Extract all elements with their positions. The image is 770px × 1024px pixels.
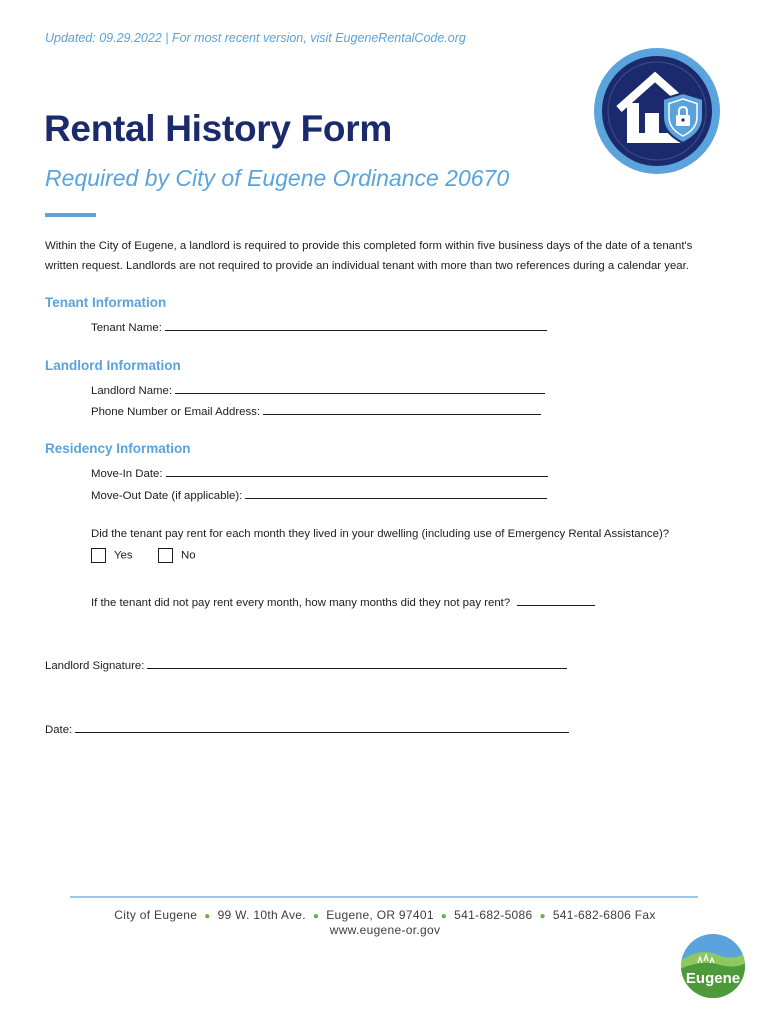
section-heading-landlord: Landlord Information (45, 358, 181, 373)
page-subtitle: Required by City of Eugene Ordinance 20670 (45, 165, 510, 191)
accent-divider (45, 213, 96, 217)
yes-option[interactable] (91, 548, 133, 563)
page-title: Rental History Form (44, 108, 392, 149)
footer-bullet: ● (204, 911, 211, 922)
footer-bullet: ● (440, 911, 448, 922)
landlord-signature-field[interactable] (45, 656, 567, 672)
landlord-name-line[interactable] (175, 381, 545, 394)
no-label: No (181, 549, 196, 562)
footer-website[interactable]: www.eugene-or.gov (329, 923, 441, 937)
move-out-label: Move-Out Date (if applicable): (91, 490, 243, 502)
contact-line[interactable] (263, 402, 541, 415)
move-in-line[interactable] (166, 464, 548, 477)
landlord-name-field[interactable] (91, 381, 545, 397)
footer-org: City of Eugene (114, 908, 198, 922)
tenant-name-field[interactable] (91, 318, 547, 334)
footer-bullet: ● (312, 911, 320, 922)
move-out-field[interactable] (91, 486, 547, 502)
months-unpaid-line[interactable] (517, 593, 595, 606)
footer-divider (70, 896, 698, 898)
move-out-line[interactable] (245, 486, 547, 499)
footer-address: 99 W. 10th Ave. (217, 908, 306, 922)
rent-paid-question: Did the tenant pay rent for each month they lived in your dwelling (including use of Emergency Rental Assistance)? (91, 528, 670, 540)
landlord-signature-line[interactable] (147, 656, 567, 669)
move-in-field[interactable] (91, 464, 548, 480)
footer-bullet: ● (539, 911, 546, 922)
section-heading-tenant: Tenant Information (45, 295, 167, 310)
date-field[interactable] (45, 720, 569, 736)
move-in-label: Move-In Date: (91, 468, 163, 480)
eugene-logo (680, 933, 746, 999)
landlord-name-label: Landlord Name: (91, 385, 173, 397)
yes-label: Yes (114, 549, 133, 562)
footer-fax: 541-682-6806 Fax (552, 908, 656, 922)
tenant-name-line[interactable] (165, 318, 547, 331)
landlord-signature-label: Landlord Signature: (45, 660, 145, 672)
eugene-logo-text: Eugene (685, 970, 741, 987)
contact-label: Phone Number or Email Address: (91, 406, 261, 418)
yes-checkbox[interactable] (91, 548, 106, 563)
footer-phone: 541-682-5086 (454, 908, 533, 922)
no-option[interactable] (158, 548, 196, 563)
tenant-name-label: Tenant Name: (91, 322, 162, 334)
date-label: Date: (45, 724, 73, 736)
footer-city: Eugene, OR 97401 (326, 908, 434, 922)
contact-field[interactable] (91, 402, 541, 418)
months-unpaid-field[interactable] (91, 593, 595, 609)
months-unpaid-label: If the tenant did not pay rent every month, how many months did they not pay rent? (91, 597, 511, 609)
footer-contact-line (0, 908, 770, 922)
date-line[interactable] (75, 720, 569, 733)
updated-note: Updated: 09.29.2022 | For most recent version, visit EugeneRentalCode.org (45, 31, 466, 45)
section-heading-residency: Residency Information (45, 441, 191, 456)
intro-paragraph: Within the City of Eugene, a landlord is required to provide this completed form within five business days of the date of a tenant's written request. Landlords are not required to provide an individual tenant with more than two references during a calendar year. (45, 240, 693, 272)
no-checkbox[interactable] (158, 548, 173, 563)
house-shield-lock-icon (593, 47, 721, 175)
